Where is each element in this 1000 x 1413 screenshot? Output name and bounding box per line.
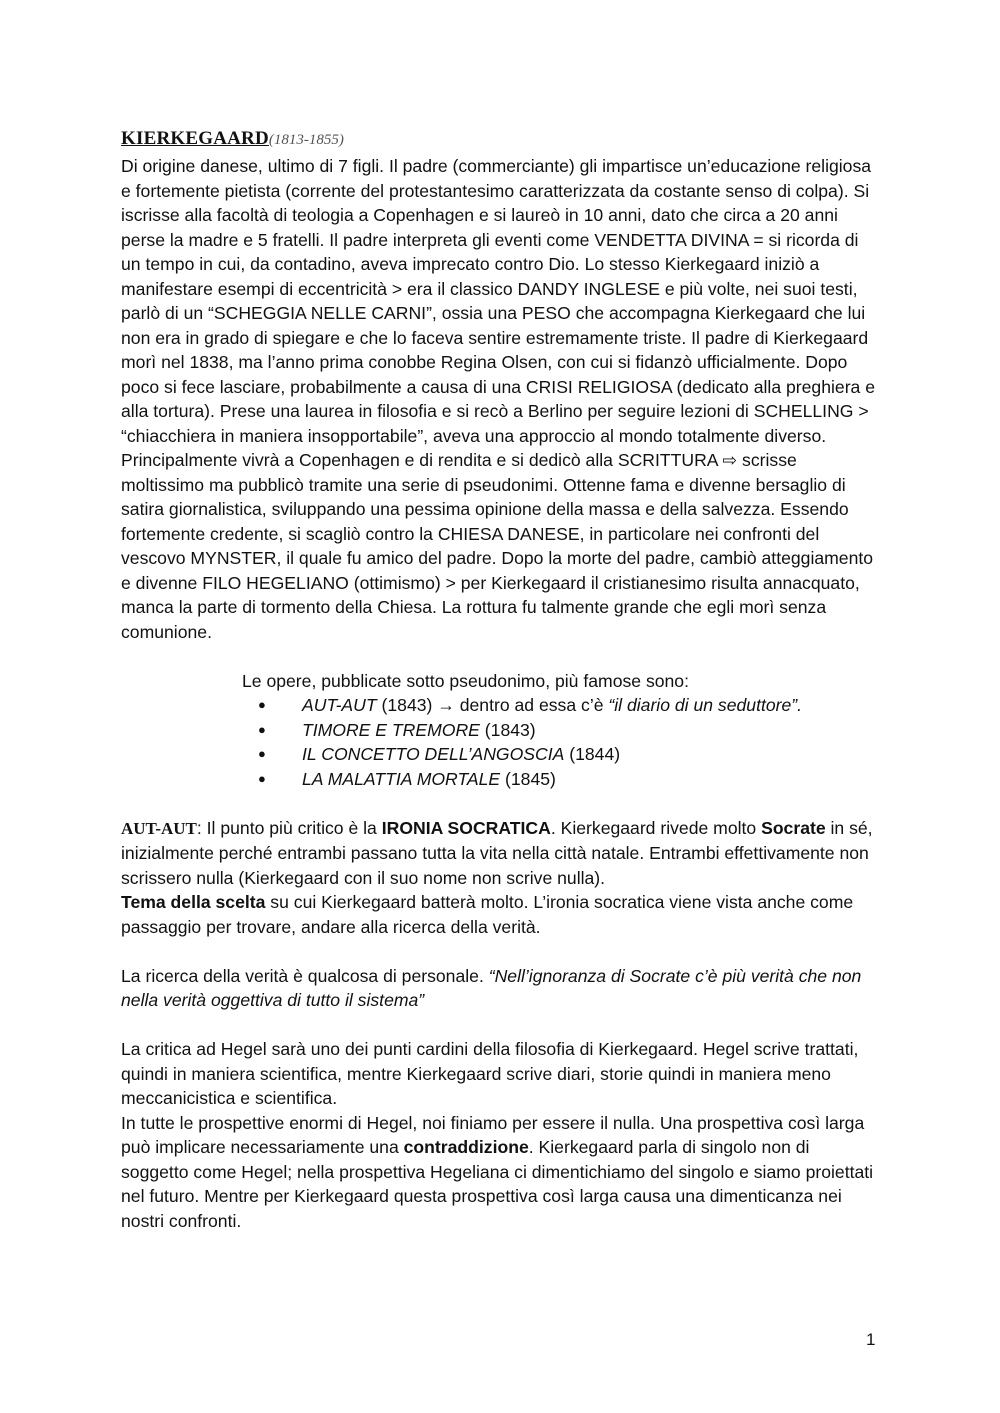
work-title: LA MALATTIA MORTALE [302, 768, 501, 789]
autaut-paragraph [121, 816, 881, 891]
work-title: TIMORE E TREMORE [302, 719, 480, 740]
choice-text: su cui Kierkegaard batterà molto. L’ironia socratica viene vista anche come passaggio per trovare, andare alla ricerca della verità. [121, 892, 854, 937]
hegel-paragraph-2 [121, 1111, 881, 1234]
works-list [242, 693, 881, 791]
work-year: (1844) [564, 744, 621, 764]
list-item [242, 693, 881, 718]
autaut-text: in sé, inizialmente perché entrambi passano tutta la vita nella città natale. Entrambi effettivamente non scrissero nulla (Kierkegaard con il suo nome non scrive nulla). [121, 817, 873, 888]
work-title: AUT-AUT [302, 695, 377, 715]
hegel-text: . Kierkegaard parla di singolo non di soggetto come Hegel; nella prospettiva Hegeliana ci dimentichiamo del singolo e siamo proiettati nel futuro. Mentre per Kierkegaard questa prospettiva così larga causa una dimenticanza nei nostri confronti. [121, 1137, 874, 1231]
choice-bold-term: Tema della scelta [121, 892, 266, 912]
list-item [242, 718, 881, 743]
list-item [242, 767, 881, 792]
autaut-bold-term: IRONIA SOCRATICA [381, 817, 551, 838]
spacer [121, 644, 881, 669]
hegel-paragraph: La critica ad Hegel sarà uno dei punti cardini della filosofia di Kierkegaard. Hegel scrive trattati, quindi in maniera scientifica, mentre Kierkegaard scrive diari, storie quindi in maniera meno meccanicistica e scientifica. [121, 1039, 859, 1108]
truth-text: La ricerca della verità è qualcosa di personale. [121, 965, 489, 986]
work-title: IL CONCETTO DELL’ANGOSCIA [302, 744, 565, 764]
life-dates: (1813-1855) [268, 132, 344, 148]
autaut-bold-term: Socrate [761, 817, 826, 838]
bullet-icon: ● [258, 746, 266, 761]
list-item [242, 742, 881, 767]
hegel-text: In tutte le prospettive enormi di Hegel, noi finiamo per essere il nulla. Una prospettiva così larga può implicare necessariamente una [121, 1112, 865, 1157]
works-intro: Le opere, pubblicate sotto pseudonimo, più famose sono: [242, 670, 689, 691]
autaut-label: AUT-AUT [121, 818, 197, 838]
autaut-text: . Kierkegaard rivede molto [550, 817, 762, 838]
work-year: (1845) [500, 768, 556, 789]
spacer [121, 791, 881, 816]
hegel-bold-term: contraddizione [403, 1137, 529, 1157]
truth-paragraph [121, 964, 881, 1013]
autaut-text: : Il punto più critico è la [196, 817, 382, 838]
bullet-icon: ● [258, 697, 266, 712]
work-year: (1843) [479, 719, 536, 740]
spacer [121, 1013, 881, 1038]
document-page [121, 124, 881, 1233]
page-number: 1 [866, 1330, 876, 1349]
bullet-icon: ● [258, 721, 266, 737]
bullet-icon: ● [258, 770, 266, 786]
work-year: (1843) → dentro ad essa c’è [376, 695, 609, 715]
intro-paragraph: Di origine danese, ultimo di 7 figli. Il padre (commerciante) gli impartisce un’educazione religiosa e fortemente pietista (corrente del protestantesimo caratterizzata da costante senso di colpa). Si iscrisse alla facoltà di teologia a Copenhagen e si laureò in 10 anni, dato che circa a 20 anni perse la madre e 5 fratelli. Il padre interpreta gli eventi come VENDETTA DIVINA = si ricorda di un tempo in cui, da contadino, aveva imprecato contro Dio. Lo stesso Kierkegaard iniziò a manifestare esempi di eccentricità > era il classico DANDY INGLESE e più volte, nei suoi testi, parlò di un “SCHEGGIA NELLE CARNI”, ossia una PESO che accompagna Kierkegaard che lui non era in grado di spiegare e che lo faceva sentire estremamente triste. Il padre di Kierkegaard morì nel 1838, ma l’anno prima conobbe Regina Olsen, con cui si fidanzò ufficialmente. Dopo poco si fece lasciare, probabilmente a causa di una CRISI RELIGIOSA (dedicato alla preghiera e alla tortura). Prese una laurea in filosofia e si recò a Berlino per seguire lezioni di SCHELLING > “chiacchiera in maniera insopportabile”, aveva una approccio al mondo totalmente diverso. Principalmente vivrà a Copenhagen e di rendita e si dedicò alla SCRITTURA ⇨ scrisse moltissimo ma pubblicò tramite una serie di pseudonimi. Ottenne fama e divenne bersaglio di satira giornalistica, sviluppando una pessima opinione della massa e della salvezza. Essendo fortemente credente, si scagliò contro la CHIESA DANESE, in particolare nei confronti del vescovo MYNSTER, il quale fu amico del padre. Dopo la morte del padre, cambiò atteggiamento e divenne FILO HEGELIANO (ottimismo) > per Kierkegaard il cristianesimo risulta annacquato, manca la parte di tormento della Chiesa. La rottura fu talmente grande che egli morì senza comunione. [121, 156, 876, 642]
heading-line [121, 124, 881, 154]
work-note: “il diario di un seduttore”. [608, 695, 803, 715]
spacer [121, 939, 881, 964]
page-title: KIERKEGAARD [121, 128, 269, 149]
socrates-quote: “Nell’ignoranza di Socrate c’è più verità che non nella verità oggettiva di tutto il sistema” [121, 965, 862, 1010]
choice-paragraph [121, 890, 881, 939]
works-section [242, 669, 881, 792]
